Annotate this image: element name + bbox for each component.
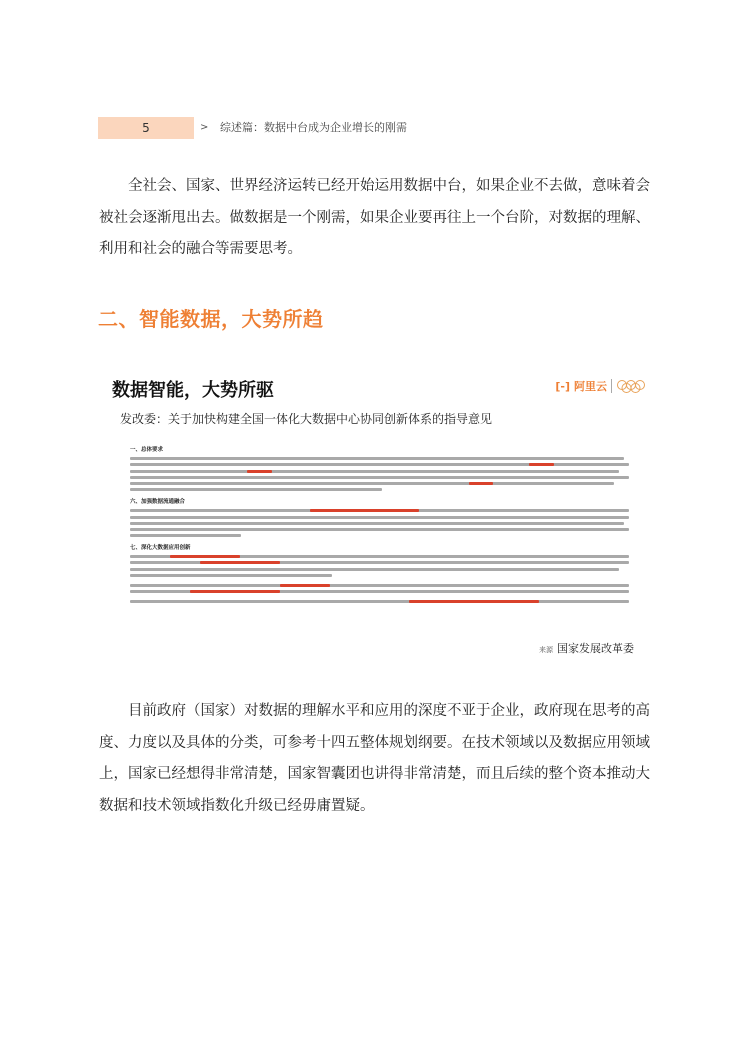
olympic-rings-icon <box>616 379 646 393</box>
highlight-mark <box>310 509 420 512</box>
body-paragraph <box>99 696 659 822</box>
text-line <box>130 482 614 485</box>
logo-divider <box>611 379 612 393</box>
text-line <box>130 590 629 593</box>
aliyun-brand-name: 阿里云 <box>574 380 607 393</box>
highlight-mark <box>280 584 330 587</box>
highlight-mark <box>529 463 554 466</box>
figure-section-title: 六、加强数据流通融合 <box>130 499 186 506</box>
figure-body <box>130 442 634 606</box>
text-line <box>130 568 619 571</box>
figure-subtitle: 发改委：关于加快构建全国一体化大数据中心协同创新体系的指导意见 <box>120 412 493 426</box>
highlight-mark <box>170 555 240 558</box>
breadcrumb-arrow: > <box>200 122 209 133</box>
aliyun-mark-icon: [-] <box>555 379 570 393</box>
highlight-mark <box>200 561 280 564</box>
figure-source-label: 来源 <box>539 646 553 654</box>
body-paragraph-text: 目前政府（国家）对数据的理解水平和应用的深度不亚于企业，政府现在思考的高度、力度以及具体的分类，可参考十四五整体规划纲要。在技术领域以及数据应用领域上，国家已经想得非常清楚，国家智囊团也讲得非常清楚，而且后续的整个资本推动大数据和技术领域指数化升级已经毋庸置疑。 <box>99 703 650 814</box>
highlight-mark <box>247 470 271 473</box>
section-heading: 二、智能数据，大势所趋 <box>98 307 324 331</box>
aliyun-logo <box>555 378 646 394</box>
text-line <box>130 457 624 460</box>
figure-section-title: 一、总体要求 <box>130 447 164 453</box>
text-line <box>130 488 382 491</box>
figure-source <box>539 640 634 656</box>
intro-paragraph-text: 全社会、国家、世界经济运转已经开始运用数据中台，如果企业不去做，意味着会被社会逐渐甩出去。做数据是一个刚需，如果企业要再往上一个台阶，对数据的理解、利用和社会的融合等需要思考。 <box>99 178 650 257</box>
text-line <box>130 528 629 531</box>
text-line <box>130 574 332 577</box>
policy-figure <box>108 374 648 660</box>
highlight-mark <box>469 482 493 485</box>
text-line <box>130 584 629 587</box>
page-number: 5 <box>98 117 194 139</box>
figure-source-name: 国家发展改革委 <box>557 642 634 655</box>
text-line <box>130 600 629 603</box>
text-line <box>130 509 629 512</box>
text-line <box>130 463 629 466</box>
text-line <box>130 561 629 564</box>
highlight-mark <box>190 590 280 593</box>
text-line <box>130 516 629 519</box>
text-line <box>130 555 629 558</box>
figure-title: 数据智能，大势所驱 <box>112 380 274 401</box>
page-header-title: 综述篇：数据中台成为企业增长的刚需 <box>220 121 407 134</box>
text-line <box>130 534 241 537</box>
text-line <box>130 476 629 479</box>
highlight-mark <box>409 600 539 603</box>
text-line <box>130 470 619 473</box>
figure-section-title: 七、深化大数据应用创新 <box>130 545 191 552</box>
intro-paragraph <box>99 171 659 266</box>
text-line <box>130 522 624 525</box>
